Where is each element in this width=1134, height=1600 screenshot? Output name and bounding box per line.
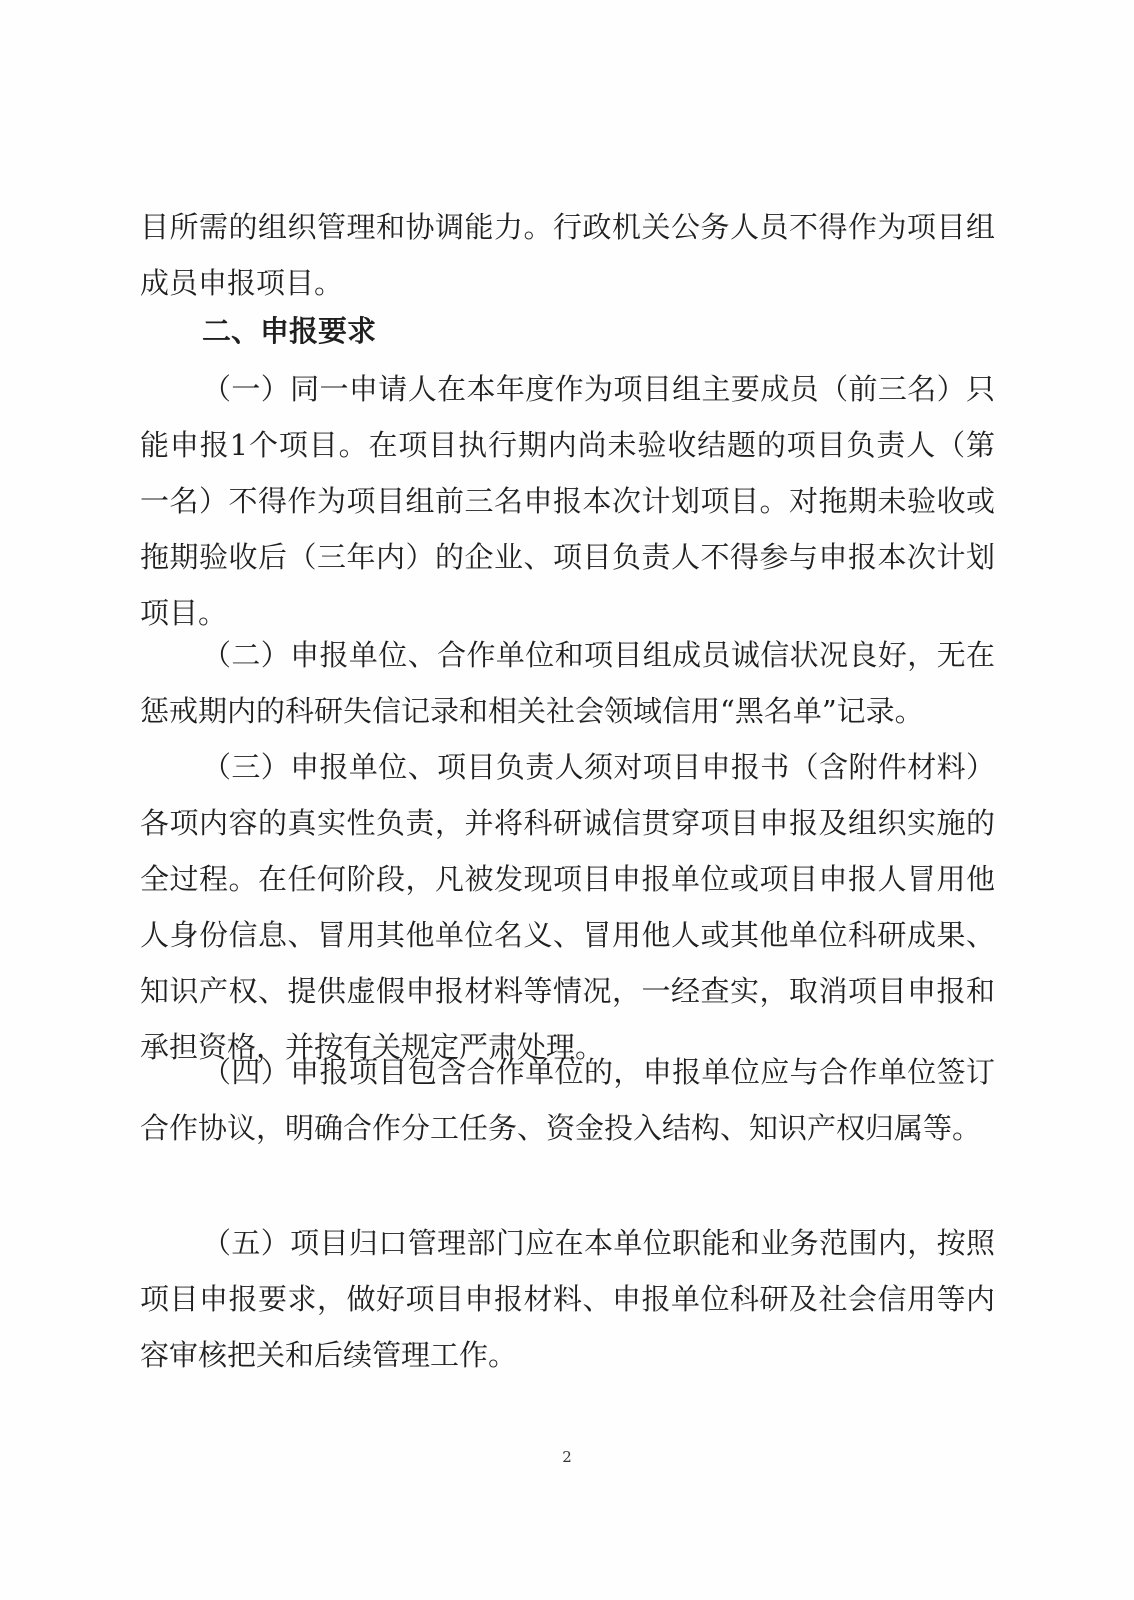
- paragraph-item-3: （三）申报单位、项目负责人须对项目申报书（含附件材料）各项内容的真实性负责，并将科研诚信贯穿项目申报及组织实施的全过程。在任何阶段，凡被发现项目申报单位或项目申报人冒用他人身份信息、冒用其他单位名义、冒用他人或其他单位科研成果、知识产权、提供虚假申报材料等情况，一经查实，取消项目申报和承担资格，并按有关规定严肃处理。: [140, 750, 995, 1064]
- paragraph-item-4: （四）申报项目包含合作单位的，申报单位应与合作单位签订合作协议，明确合作分工任务、资金投入结构、知识产权归属等。: [140, 1055, 995, 1145]
- paragraph-item-2: （二）申报单位、合作单位和项目组成员诚信状况良好，无在惩戒期内的科研失信记录和相关社会领域信用“黑名单”记录。: [140, 638, 995, 728]
- paragraph-continuation: 目所需的组织管理和协调能力。行政机关公务人员不得作为项目组成员申报项目。: [140, 210, 995, 300]
- page-number: 2: [562, 1448, 572, 1466]
- paragraph-item-5: （五）项目归口管理部门应在本单位职能和业务范围内，按照项目申报要求，做好项目申报材料、申报单位科研及社会信用等内容审核把关和后续管理工作。: [140, 1226, 995, 1372]
- paragraph-item-1: （一）同一申请人在本年度作为项目组主要成员（前三名）只能申报1个项目。在项目执行期内尚未验收结题的项目负责人（第一名）不得作为项目组前三名申报本次计划项目。对拖期未验收或拖期验收后（三年内）的企业、项目负责人不得参与申报本次计划项目。: [140, 372, 995, 630]
- section-heading: 二、申报要求: [202, 314, 377, 348]
